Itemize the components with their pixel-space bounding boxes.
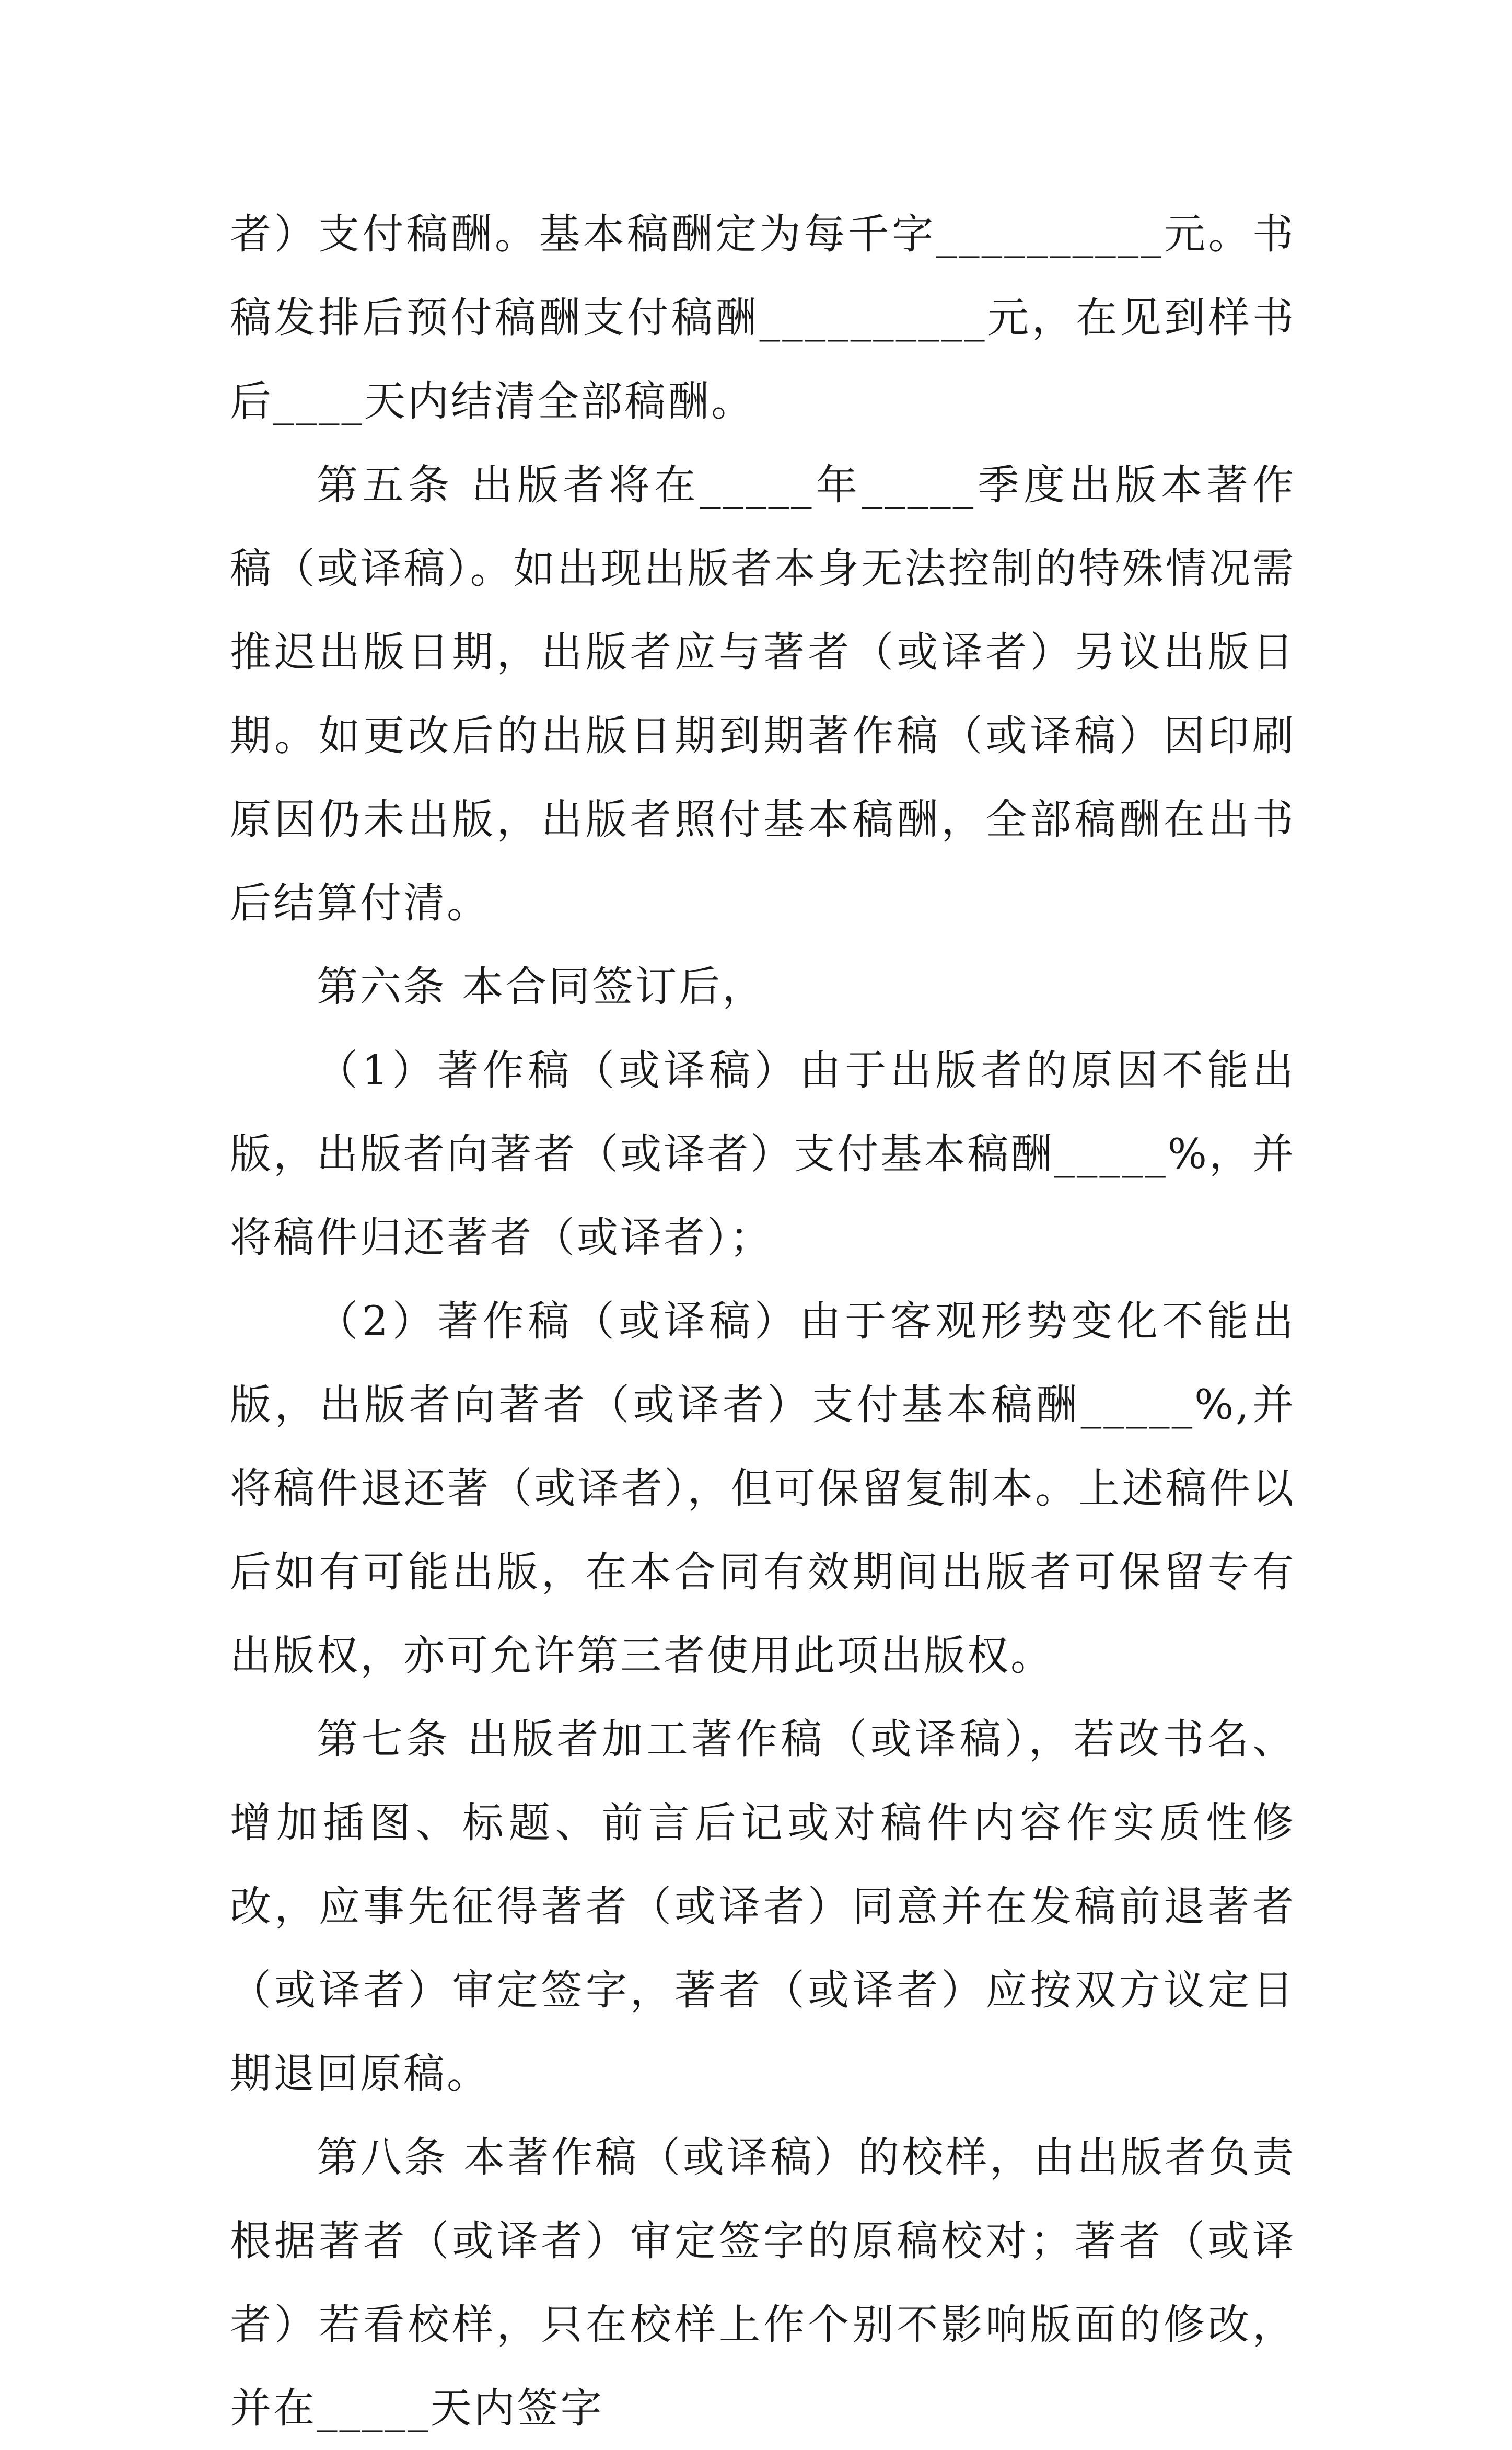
paragraph-article-8: 第八条 本著作稿（或译稿）的校样，由出版者负责根据著者（或译者）审定签字的原稿校对；著者（或译者）若看校样，只在校样上作个别不影响版面的修改，并在_____天内签字 — [230, 2133, 1296, 2432]
paragraph-article-6-item-2: （2）著作稿（或译稿）由于客观形势变化不能出版，出版者向著者（或译者）支付基本稿酬_____%,并将稿件退还著（或译者），但可保留复制本。上述稿件以后如有可能出版，在本合同有效期间出版者可保留专有出版权，亦可允许第三者使用此项出版权。 — [230, 1297, 1296, 1680]
paragraph-article-5: 第五条 出版者将在_____年_____季度出版本著作稿（或译稿）。如出现出版者本身无法控制的特殊情况需推迟出版日期，出版者应与著者（或译者）另议出版日期。如更改后的出版日期到期著作稿（或译稿）因印刷原因仍未出版，出版者照付基本稿酬，全部稿酬在出书后结算付清。 — [230, 461, 1296, 927]
paragraph-article-4-continued: 者）支付稿酬。基本稿酬定为每千字__________元。书稿发排后预付稿酬支付稿酬__________元，在见到样书后____天内结清全部稿酬。 — [230, 210, 1296, 425]
paragraph-article-7: 第七条 出版者加工著作稿（或译稿），若改书名、增加插图、标题、前言后记或对稿件内容作实质性修改，应事先征得著者（或译者）同意并在发稿前退著者（或译者）审定签字，著者（或译者）应按双方议定日期退回原稿。 — [230, 1715, 1296, 2098]
document-body — [230, 192, 1296, 2450]
paragraph-article-6-item-1: （1）著作稿（或译稿）由于出版者的原因不能出版，出版者向著者（或译者）支付基本稿酬_____%，并将稿件归还著者（或译者）； — [230, 1046, 1296, 1262]
paragraph-article-6: 第六条 本合同签订后， — [317, 963, 766, 1011]
